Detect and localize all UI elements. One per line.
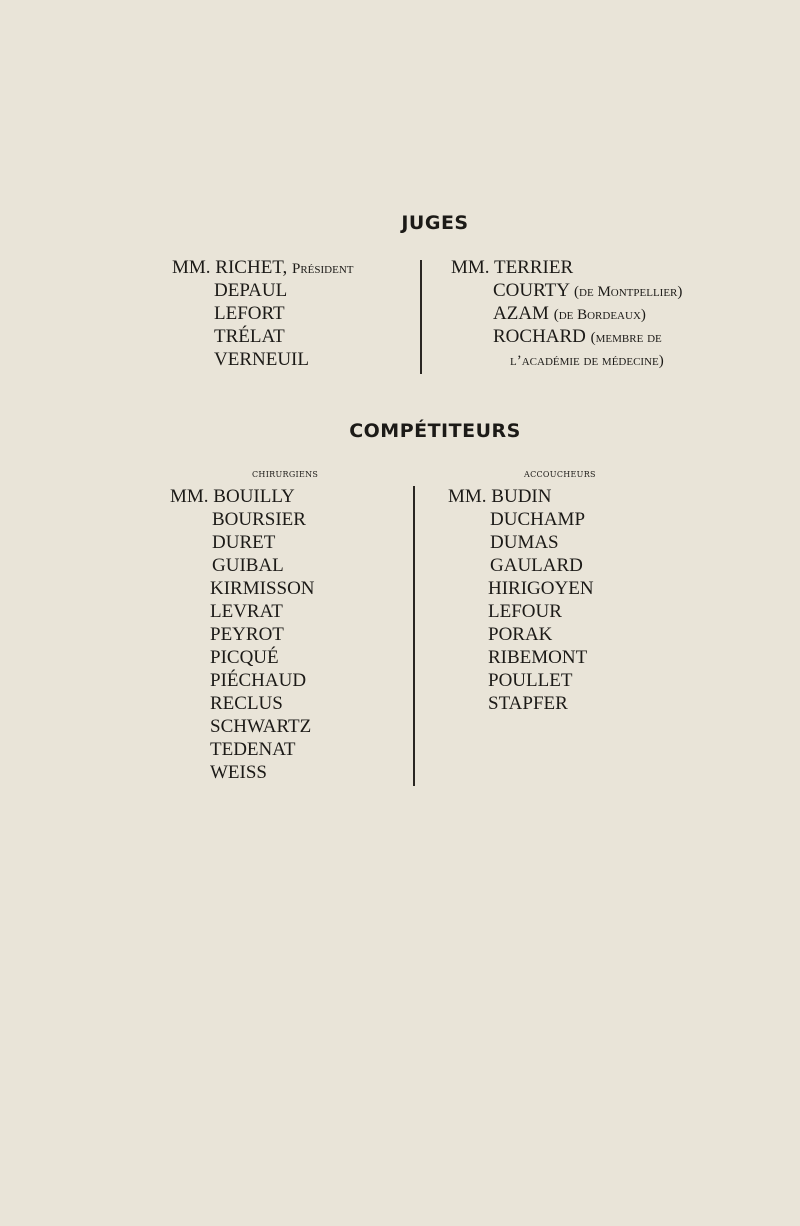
chirurgien-name: PEYROT [210, 624, 284, 645]
chirurgien-name: DURET [212, 532, 276, 553]
chirurgien-name: PICQUÉ [210, 647, 279, 668]
juge-name: TRÉLAT [214, 326, 285, 347]
accoucheur-name: DUCHAMP [490, 509, 586, 530]
juge-name: VERNEUIL [214, 349, 309, 370]
juges-right-first-line [451, 256, 573, 279]
chirurgien-name: KIRMISSON [210, 578, 315, 599]
juge-line [493, 279, 682, 304]
accoucheurs-subheading: ACCOUCHEURS [524, 470, 596, 479]
chirurgien-name: BOUILLY [213, 486, 295, 507]
juge-name: ROCHARD [493, 326, 586, 347]
juge-line [493, 325, 662, 350]
chirurgiens-first-line [170, 485, 295, 508]
accoucheur-name: STAPFER [488, 693, 568, 714]
juge-name: AZAM [493, 303, 549, 324]
accoucheur-name: HIRIGOYEN [488, 578, 594, 599]
juge-note: (de Montpellier) [574, 284, 683, 300]
juges-left-first-line [172, 256, 354, 281]
juge-name: DEPAUL [214, 280, 288, 301]
chirurgien-name: SCHWARTZ [210, 716, 312, 737]
chirurgien-name: WEISS [210, 762, 267, 783]
accoucheur-name: DUMAS [490, 532, 559, 553]
accoucheurs-first-line [448, 485, 551, 508]
chirurgien-name: BOURSIER [212, 509, 306, 530]
juge-line [510, 348, 664, 373]
juge-name: LEFORT [214, 303, 285, 324]
juge-note: (membre de [590, 330, 662, 346]
chirurgien-name: PIÉCHAUD [210, 670, 307, 691]
accoucheur-name: POULLET [488, 670, 573, 691]
chirurgiens-subheading: CHIRURGIENS [252, 470, 319, 479]
accoucheur-name: LEFOUR [488, 601, 562, 622]
chirurgiens-prefix: MM. [170, 486, 209, 507]
juges-right-first-name: TERRIER [493, 257, 574, 278]
chirurgien-name: RECLUS [210, 693, 283, 714]
juge-note: l’académie de médecine) [510, 353, 664, 369]
accoucheur-name: BUDIN [491, 486, 552, 507]
accoucheurs-prefix: MM. [448, 486, 487, 507]
accoucheur-name: RIBEMONT [488, 647, 588, 668]
juges-right-prefix: MM. [451, 257, 490, 278]
juges-left-prefix: MM. [172, 257, 211, 278]
competiteurs-heading: COMPÉTITEURS [349, 420, 521, 442]
competiteurs-column-divider [413, 486, 415, 786]
chirurgien-name: GUIBAL [212, 555, 284, 576]
juge-name: COURTY [493, 280, 570, 301]
juge-note: (de Bordeaux) [553, 307, 646, 323]
juges-left-first-role: Président [292, 261, 354, 277]
juges-heading: JUGES [401, 212, 469, 234]
accoucheur-name: GAULARD [490, 555, 583, 576]
juges-left-first-name: RICHET, [215, 257, 288, 278]
juges-column-divider [420, 260, 422, 374]
accoucheur-name: PORAK [488, 624, 553, 645]
chirurgien-name: LEVRAT [210, 601, 283, 622]
chirurgien-name: TEDENAT [210, 739, 296, 760]
juge-line [493, 302, 646, 327]
